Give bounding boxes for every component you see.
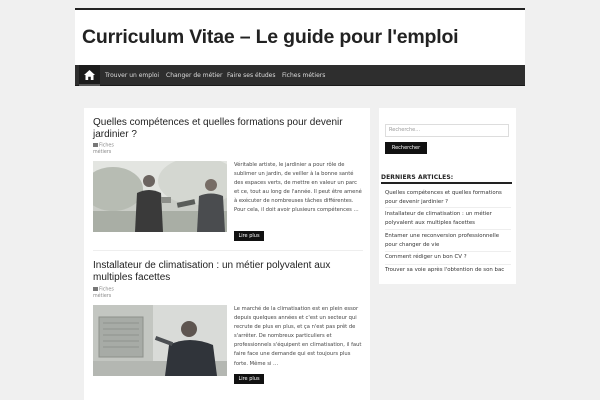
post-category[interactable]: Fiches métiers <box>93 143 114 155</box>
post-2 <box>93 260 363 382</box>
recent-post-link[interactable]: Quelles compétences et quelles formations pour devenir jardinier ? <box>385 190 502 205</box>
post-thumbnail-gardeners[interactable] <box>93 161 227 232</box>
site-title[interactable]: Curriculum Vitae – Le guide pour l'emploi <box>82 26 459 48</box>
widget-title-rule <box>381 182 512 184</box>
nav-item-changer-metier[interactable]: Changer de métier <box>166 72 223 79</box>
post-title[interactable]: Installateur de climatisation : un métier polyvalent aux multiples facettes <box>93 260 331 283</box>
site-header <box>75 10 525 66</box>
post-thumbnail-air-conditioning[interactable] <box>93 305 227 376</box>
read-more-button[interactable]: Lire plus <box>234 231 264 241</box>
recent-post-link[interactable]: Comment rédiger un bon CV ? <box>385 254 467 260</box>
read-more-button[interactable]: Lire plus <box>234 374 264 384</box>
recent-post-link[interactable]: Installateur de climatisation : un métier polyvalent aux multiples facettes <box>385 211 492 226</box>
recent-posts-title: DERNIERS ARTICLES: <box>381 174 454 181</box>
post-excerpt: Le marché de la climatisation est en plein essor depuis quelques années et c'est un secteur qui recrute de plus en plus, et ça n'est pas prêt de s'arrêter. De nombreux particuliers et professionnels s'équipent en climatisation, il faut faire face une demande qui est toujours plus forte. Même si … <box>234 306 362 367</box>
post-divider <box>93 250 363 251</box>
home-button[interactable] <box>79 65 100 86</box>
post-category[interactable]: Fiches métiers <box>93 287 114 299</box>
recent-post-link[interactable]: Trouver sa voie après l'obtention de son bac <box>385 267 505 273</box>
post-title[interactable]: Quelles compétences et quelles formations pour devenir jardinier ? <box>93 117 343 140</box>
post-1 <box>93 117 363 239</box>
nav-item-faire-etudes[interactable]: Faire ses études <box>227 72 276 79</box>
recent-separator <box>385 229 511 230</box>
home-icon <box>84 70 95 80</box>
main-navigation <box>75 65 525 86</box>
folder-icon <box>93 287 98 291</box>
nav-item-trouver-emploi[interactable]: Trouver un emploi <box>105 72 160 79</box>
post-excerpt: Véritable artiste, le jardinier a pour rôle de sublimer un jardin, de veiller à la bonne santé des espaces verts, de mettre en valeur un parc et ce, tout au long de l'année. Il peut être amené à exécuter de nombreuses tâches différentes. Pour cela, il doit avoir plusieurs compétences … <box>234 162 362 214</box>
nav-item-fiches-metiers[interactable]: Fiches métiers <box>282 72 326 79</box>
recent-separator <box>385 264 511 265</box>
search-button[interactable]: Rechercher <box>385 142 427 154</box>
recent-separator <box>385 251 511 252</box>
recent-separator <box>385 207 511 208</box>
search-input[interactable]: Recherche... <box>385 124 509 137</box>
folder-icon <box>93 143 98 147</box>
recent-post-link[interactable]: Entamer une reconversion professionnelle pour changer de vie <box>385 233 500 248</box>
